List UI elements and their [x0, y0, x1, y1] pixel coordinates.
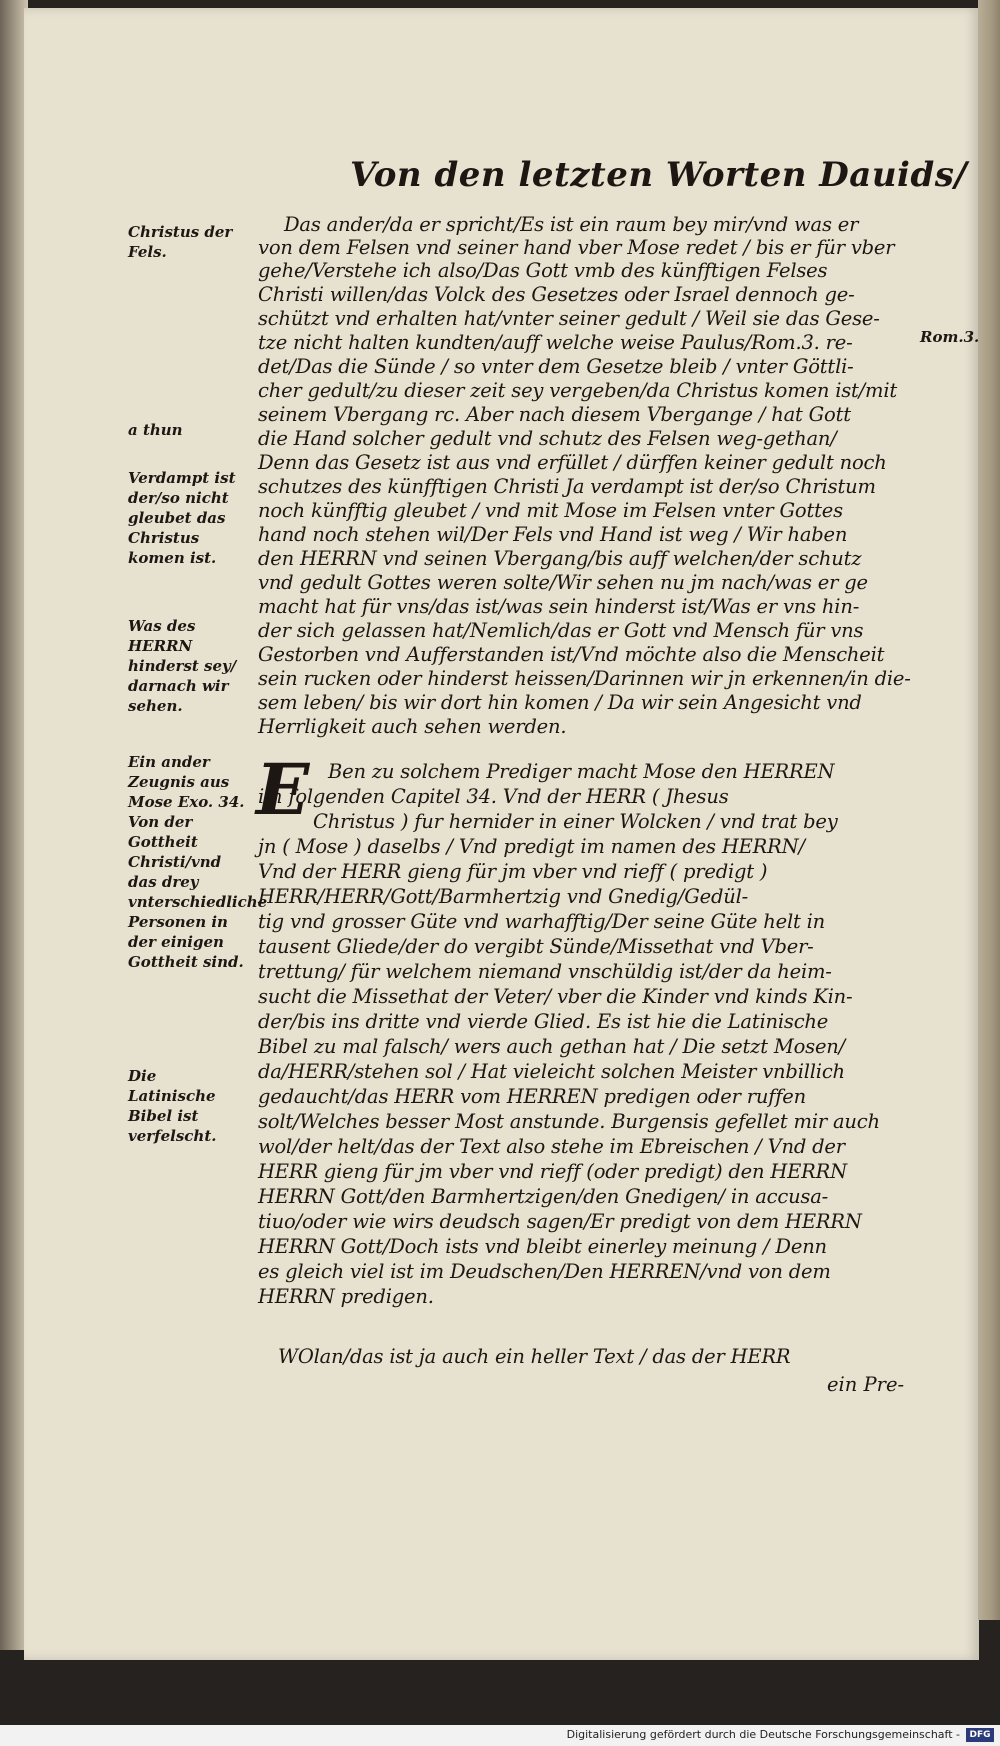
- text-line: Denn das Gesetz ist aus vnd erfüllet / dürffen keiner gedult noch: [258, 451, 887, 474]
- text-line: Das ander/da er spricht/Es ist ein raum bey mir/vnd was er: [284, 213, 859, 236]
- text-line: seinem Vbergang rc. Aber nach diesem Vbergange / hat Gott: [258, 403, 851, 426]
- catchword: ein Pre-: [827, 1373, 905, 1396]
- margin-note: Verdampt ist der/so nicht gleubet das Christus komen ist.: [128, 469, 236, 567]
- text-line: gedaucht/das HERR vom HERREN predigen oder ruffen: [258, 1085, 806, 1108]
- text-line: trettung/ für welchem niemand vnschüldig ist/der da heim-: [258, 960, 832, 983]
- text-line: HERRN Gott/Doch ists vnd bleibt einerley meinung / Denn: [258, 1235, 827, 1258]
- text-line: schützt vnd erhalten hat/vnter seiner gedult / Weil sie das Gese-: [258, 307, 880, 330]
- text-line: det/Das die Sünde / so vnter dem Gesetze bleib / vnter Göttli-: [258, 355, 854, 378]
- text-line: da/HERR/stehen sol / Hat vieleicht solchen Meister vnbillich: [258, 1060, 845, 1083]
- text-line: sem leben/ bis wir dort hin komen / Da wir sein Angesicht vnd: [258, 691, 862, 714]
- margin-note: Was des HERRN hinderst sey/ darnach wir sehen.: [128, 617, 237, 715]
- text-line: HERRN predigen.: [258, 1285, 434, 1308]
- text-line: hand noch stehen wil/Der Fels vnd Hand ist weg / Wir haben: [258, 523, 848, 546]
- book-page-edge-right: [978, 0, 1000, 1620]
- text-line: schutzes des künfftigen Christi Ja verdampt ist der/so Christum: [258, 475, 876, 498]
- text-line: der/bis ins dritte vnd vierde Glied. Es ist hie die Latinische: [258, 1010, 829, 1033]
- margin-note: Die Latinische Bibel ist verfelscht.: [128, 1067, 217, 1145]
- text-line: die Hand solcher gedult vnd schutz des Felsen weg-gethan/: [258, 427, 837, 450]
- dfg-logo: DFG: [966, 1728, 994, 1742]
- text-line: vnd gedult Gottes weren solte/Wir sehen nu jm nach/was er ge: [258, 571, 868, 594]
- text-line: solt/Welches besser Most anstunde. Burgensis gefellet mir auch: [258, 1110, 880, 1133]
- text-line: sucht die Missethat der Veter/ vber die Kinder vnd kinds Kin-: [258, 985, 853, 1008]
- footer-bar: [0, 1725, 1000, 1746]
- text-line: cher gedult/zu dieser zeit sey vergeben/da Christus komen ist/mit: [258, 379, 898, 402]
- text-line: den HERRN vnd seinen Vbergang/bis auff welchen/der schutz: [258, 547, 862, 570]
- text-line: WOlan/das ist ja auch ein heller Text / das der HERR: [278, 1345, 791, 1368]
- running-head: Von den letzten Worten Dauids/: [350, 155, 968, 195]
- text-line: tig vnd grosser Güte vnd warhafftig/Der seine Güte helt in: [258, 910, 826, 933]
- text-line: macht hat für vns/das ist/was sein hinderst ist/Was er vns hin-: [258, 595, 860, 618]
- decorated-initial: E: [256, 748, 310, 831]
- text-line: im folgenden Capitel 34. Vnd der HERR ( Jhesus: [258, 785, 729, 808]
- text-line: Bibel zu mal falsch/ wers auch gethan hat / Die setzt Mosen/: [258, 1035, 846, 1058]
- text-line: tze nicht halten kundten/auff welche weise Paulus/Rom.3. re-: [258, 331, 853, 354]
- text-line: tiuo/oder wie wirs deudsch sagen/Er predigt von dem HERRN: [258, 1210, 862, 1233]
- text-line: noch künfftig gleubet / vnd mit Mose im Felsen vnter Gottes: [258, 499, 843, 522]
- text-line: Christi willen/das Volck des Gesetzes oder Israel dennoch ge-: [258, 283, 855, 306]
- text-line: sein rucken oder hinderst heissen/Darinnen wir jn erkennen/in die-: [258, 667, 911, 690]
- text-line: HERR gieng für jm vber vnd rieff (oder predigt) den HERRN: [258, 1160, 848, 1183]
- margin-note-right: Rom.3.: [920, 328, 980, 346]
- text-line: Gestorben vnd Aufferstanden ist/Vnd möchte also die Menscheit: [258, 643, 885, 666]
- text-line: Herrligkeit auch sehen werden.: [258, 715, 567, 738]
- text-line: von dem Felsen vnd seiner hand vber Mose redet / bis er für vber: [258, 236, 895, 259]
- text-line: Ben zu solchem Prediger macht Mose den HERREN: [328, 760, 835, 783]
- text-line: HERRN Gott/den Barmhertzigen/den Gnedigen/ in accusa-: [258, 1185, 829, 1208]
- text-line: jn ( Mose ) daselbs / Vnd predigt im namen des HERRN/: [258, 835, 805, 858]
- text-line: Christus ) fur hernider in einer Wolcken / vnd trat bey: [313, 810, 838, 833]
- text-line: gehe/Verstehe ich also/Das Gott vmb des künfftigen Felses: [258, 259, 828, 282]
- margin-note: Christus der Fels.: [128, 223, 233, 261]
- text-line: HERR/HERR/Gott/Barmhertzig vnd Gnedig/Gedül-: [258, 885, 749, 908]
- text-line: der sich gelassen hat/Nemlich/das er Gott vnd Mensch für vns: [258, 619, 864, 642]
- footer-credit: Digitalisierung gefördert durch die Deutsche Forschungsgemeinschaft -: [566, 1728, 960, 1741]
- text-line: wol/der helt/das der Text also stehe im Ebreischen / Vnd der: [258, 1135, 845, 1158]
- text-line: Vnd der HERR gieng für jm vber vnd rieff ( predigt ): [258, 860, 768, 883]
- text-line: es gleich viel ist im Deudschen/Den HERREN/vnd von dem: [258, 1260, 831, 1283]
- text-line: tausent Gliede/der do vergibt Sünde/Missethat vnd Vber-: [258, 935, 814, 958]
- margin-note: Ein ander Zeugnis aus Mose Exo. 34. Von der Gottheit Christi/vnd das drey vnterschiedliche Personen in der einigen Gottheit sind.: [128, 753, 268, 971]
- margin-note: a thun: [128, 421, 183, 439]
